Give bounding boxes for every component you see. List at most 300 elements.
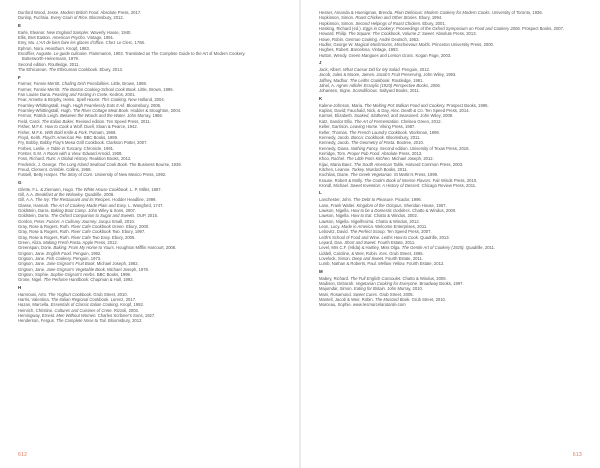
entry-title: Every Grain of Rice. [50,15,89,21]
entry-title: The South American Table. [353,161,405,167]
letter-section [319,10,569,58]
entry-author: Farmer, Fannie Merritt. [18,86,61,92]
entry-publisher: Chez Le Clerc, 1768. [105,40,146,46]
right-page [300,0,600,468]
entry-author: Fearnley-Whittingstall, Hugh. [18,108,72,114]
entry-publisher: Penguin, 2012. [401,67,431,73]
entry-title: The Ethicurean Cookbook. [48,67,99,73]
entry-title: Jane Grigson's Fruit Book. [46,261,96,267]
entry-title: River Cafe Cookbook Two. [71,229,121,235]
entry-publisher: Chatto & Windus, 2012. [375,218,420,224]
section-letter: K [319,95,323,101]
entry-author: Hazan, Marcella. [18,302,50,308]
entry-title: Breakfast at the Wolseley. [35,191,84,197]
entry-author: Marceau, Sophie. [319,302,352,308]
entry-publisher: Little, Brown, 1896. [137,86,174,92]
entry-author: Jacob, Jules & Moore, James. [319,72,376,78]
entry-publisher: Waverly House, 1940. [90,29,132,35]
entry-publisher: Murdoch Books, 2011. [366,166,408,172]
entry-author: Howard, Philip. [319,31,348,37]
entry-author: Heinrich, Christine. [18,307,54,313]
entry-author: Emy, Mu. [18,40,36,46]
entry-publisher: Ten Speed Press, 2014. [425,108,470,114]
entry-author: Fermor, Patrick Leigh. [18,113,59,119]
entry-publisher: L. Wangford, 1747. [128,202,164,208]
entry-publisher: John Murray, 2010. [387,286,423,292]
bibliography-entry [319,53,569,58]
entry-title: www.lesmarcelarutarde.com [353,302,406,308]
letter-section [18,23,268,73]
entry-author: Lawson, Nigella. [319,207,350,213]
entry-author: Floyd, Keith. [18,134,42,140]
entry-title: Hugh Fearnlessly Eats It All. [72,102,126,108]
entry-title: Modern British Food. [60,10,100,15]
entry-author: Forster, E.M. [18,150,42,156]
entry-publisher: Absolute Press, 2013. [381,150,423,156]
entry-author: Krause, Robert & Molly. [319,177,363,183]
entry-publisher: Charles Scribner's Sons, 1927. [97,313,156,319]
entry-author: Lawson, Nigella. [319,213,350,219]
entry-publisher: Prospect Books, 2007. [522,26,565,32]
entry-title: Death & Co. [401,108,424,114]
entry-author: Hosking, Richard (ed.). [319,26,362,32]
entry-author: Hesser, Amanda & Hoenigman, Brenda. [319,10,394,15]
entry-publisher: Harvard Common Press, 2003. [405,161,464,167]
entry-publisher: Fourth Estate, 2012. [406,261,445,267]
bibliography-entry [18,318,268,323]
entry-publisher: Lorenz, 2017. [110,297,137,303]
entry-publisher: Reaktion Books, 2012. [89,156,132,162]
entry-title: The Yoghurt Cookbook. [48,291,93,297]
entry-author: Grigson, Jane. [18,256,46,262]
entry-title: Grimble. [49,166,66,172]
section-letter: F [18,74,21,80]
entry-author: Greenspan, Dorie. [18,245,53,251]
entry-author: Liddell, Caroline, & Weir, Robin. [319,250,379,256]
entry-title: English Food. [46,250,73,256]
entry-title: Jane Grigson's Vegetable Book. [46,266,106,272]
entry-publisher: Ebury, 1994. [418,15,443,21]
letter-section [18,75,268,178]
letter-section [18,10,268,21]
entry-title: What Caesar Did for My Salad. [342,67,401,73]
entry-author: Kerridge, Tom. [319,150,347,156]
entry-author: Forbes, Leslie. [18,145,46,151]
bibliography-column [319,10,569,308]
entry-publisher: Bloomsbury, 2006. [126,102,162,108]
entry-publisher: Chelsea Green, 2012. [400,118,442,124]
entry-author: Freud, Clement. [18,166,49,172]
entry-author: Gill, A.A. [18,197,35,203]
entry-publisher: Chapman & Hall, 1992. [90,277,134,283]
entry-title: A Table in Tuscany. [46,145,83,151]
entry-author: Grigson, Jane. [18,266,46,272]
entry-title: The French Laundry Cookbook. [349,129,409,135]
bibliography-entry [18,277,268,282]
entry-title: Scandilicious. [352,88,379,94]
bibliography-entry [319,88,569,93]
entry-title: The Oxford Companion to Sugar and Sweets. [50,213,136,219]
entry-title: How to Eat. [350,213,373,219]
entry-publisher: Michael Joseph, 1982. [96,261,139,267]
entry-publisher: Ten Speed Press, 2007. [386,229,432,235]
entry-author: Jahel, A. [319,83,336,89]
entry-publisher: Welcome Enterprises, 2011. [375,223,428,229]
entry-publisher: Workman, 1999. [409,129,440,135]
entry-author: Kennedy, Jacob. [319,140,350,146]
entry-publisher: Princeton University Press, 2000. [432,42,495,48]
entry-title: Leaving Home. [350,124,379,130]
entry-publisher: André Deutsch, 1953. [379,36,420,42]
entry-title: The Square: The Cookbook, Volume 2: Sweet. [348,31,435,37]
entry-author: Gray, Rose & Rogers, Ruth. [18,234,70,240]
section-letter: M [319,268,323,274]
entry-author: Goldstein, Darra. [18,213,50,219]
entry-title: Sweet Cures. [353,291,379,297]
entry-title: The Debt to Pleasure. [353,197,394,203]
entry-title: Jacob's Fruit Preserving. [376,72,423,78]
entry-title: Bocca: Cookbook. [351,134,386,140]
entry-title: The Cook's Book of Intense Flavors. [364,177,432,183]
entry-publisher: Quadrille, 2013. [420,234,450,240]
entry-title: Feasting and Fasting in Crete. [52,92,109,98]
entry-author: Dunford Wood, Jesse. [18,10,60,15]
entry-author: Grigson, Jane. [18,261,46,267]
entry-publisher: Grub Street, 2010. [93,291,128,297]
entry-title: The Italian Regional Cookbook. [50,297,110,303]
entry-author: Grigson, Jane. [18,250,46,256]
entry-author: Fearnley-Whittingstall, Hugh. [18,102,72,108]
entry-publisher: Houghton Mifflin Harcourt, 2006. [116,245,177,251]
entry-author: Lawson, Nigella. [319,218,350,224]
entry-author: Kennedy, Diana. [319,145,350,151]
entry-publisher: John Wiley & Sons, 2007. [88,207,137,213]
entry-publisher: Fair Winds Press, 2010. [432,177,478,183]
entry-title: The Complete Nose to Tail. [56,318,107,324]
entry-title: How to Cook a Wolf. [44,124,83,130]
entry-publisher: Flammarion, 1903. Translated as The Complete Guide to the Art of Modern Cookery. Butterworth-Heinemann, 1979. [22,51,246,62]
entry-publisher: L. P. Miller, 1887. [129,186,162,192]
entry-title: A Room with a View. [43,150,82,156]
entry-author: Madison, Deborah. [319,281,355,287]
letter-section [319,269,569,308]
entry-publisher: Ebury, 2000. [125,223,150,229]
entry-publisher: Rizzoli, 2003. [113,307,140,313]
entry-title: Baking Boot Camp. [50,207,87,213]
entry-publisher: Kogan Page, 2003. [415,52,452,58]
entry-title: The Gentle Art of Cookery (1925). [401,245,465,251]
entry-publisher: Grub Street, 1995. [389,250,424,256]
entry-publisher: Routledge, 2011. [48,61,80,67]
entry-author: Jack, Albert. [319,67,342,73]
entry-publisher: Ebury, 1997. [121,229,146,235]
entry-title: Spell House: This Cooking. [76,97,128,103]
entry-title: The Boston Cooking-School Cook Book. [61,86,137,92]
entry-author: Dunlop, Fuchsia. [18,15,50,21]
entry-title: American Psycho. [52,35,86,41]
entry-author: Gill, A.A. [18,191,35,197]
entry-title: Ices. [379,250,389,256]
entry-publisher: BBC Books, 1989. [83,134,119,140]
entry-author: Ephron, Nora. [18,45,45,51]
letter-section [18,285,268,324]
entry-title: Floyd's American Pie. [42,134,83,140]
entry-author: Foss, Richard. [18,156,45,162]
entry-author: Hutton, Wendy. [319,52,348,58]
entry-title: The Art of Cookery Made Plain and Easy. [50,202,127,208]
entry-title: Essentials of Classic Italian Cooking. [50,302,120,308]
entry-publisher: New Holland, 2004. [128,97,165,103]
entry-title: The Mustard Book. [375,297,411,303]
bibliography-entry [18,172,268,177]
bibliography-entry [319,183,569,188]
section-letter: G [18,179,22,185]
entry-author: Majumdar, Simon. [319,286,353,292]
entry-author: Gilette, F.L. & Ziemann, Hugo. [18,186,75,192]
entry-title: Heartburn. [45,45,66,51]
entry-author: Lovelock, Simon. [319,256,351,262]
entry-title: New England Sampler. [46,29,90,35]
entry-title: L'Art de bien faire les glaces d'office. [36,40,105,46]
entry-title: The Art of Fermentation. [354,118,400,124]
entry-title: Cultures and Cuisines of Crete. [54,307,113,313]
entry-title: Deep and Sweet. [352,256,385,262]
entry-publisher: Picador, 1996. [395,197,422,203]
entry-publisher: Sheridan House, 1957. [403,202,447,208]
entry-author: Kennedy, Jacob. [319,134,350,140]
page-number: 613 [572,452,582,458]
entry-title: Green Mangoes and Lemon Grass. [348,52,415,58]
entry-publisher: Ebury, 2001. [422,20,446,26]
entry-author: Fisher, M.F.K. [18,129,44,135]
entry-author: Jaffrey, Madhur. [319,77,349,83]
entry-author: Hudler, George W. [319,42,354,48]
entry-author: Lepard, Dan. [319,240,344,246]
entry-publisher: John Murray, 1986. [127,113,163,119]
entry-title: The White House Cookbook. [75,186,129,192]
entry-title: River Cafe Two Easy. [71,234,111,240]
entry-title: Leiths How to Cook. [381,234,419,240]
letter-section [319,60,569,94]
entry-title: The Perfume Handbook. [43,277,90,283]
entry-publisher: Saltyard Books, 2011. [379,88,420,94]
entry-title: Made in America. [341,223,374,229]
entry-title: The Full English Cassoulet. [350,275,402,281]
bibliography-entry [18,51,268,62]
entry-author: Lebovitz, David. [319,229,349,235]
entry-publisher: Chronicle, 1991. [83,145,115,151]
entry-author: Kitchen, Leanne. [319,166,351,172]
entry-author: Kalene-Johnson, Maria. [319,102,364,108]
entry-author: Johansen, Signe. [319,88,352,94]
entry-publisher: Bloomsbury, 2012. [107,318,143,324]
entry-author: Fry, Bobby, Bobby Flay's Mesa Grill Cookbook. [18,140,105,146]
entry-title: Chafing Dish Possibilities. [61,81,110,87]
entry-publisher: Michael Joseph, 1978. [107,266,150,272]
entry-author: Lumb, Nathan & Roberts, Paul. [319,261,377,267]
entry-title: Second Helpings of Roast Chicken. [355,20,422,26]
entry-title: The Leiths Cookbook. [349,77,391,83]
entry-title: German Cooking. [345,36,379,42]
entry-publisher: Grub Street, 2010. [411,297,447,303]
entry-title: The Little Paris Kitchen. [346,156,391,162]
entry-publisher: The Business Bourse, 1939. [129,161,182,167]
entry-publisher: Ebury, 2005. [112,234,136,240]
entry-author: Krondl, Michael. [319,182,350,188]
entry-title: Nigellissima. [350,218,375,224]
entry-title: The Greek Vegetarian. [350,172,393,178]
entry-title: The Story of Corn. [59,172,94,178]
entry-publisher: Penguin, 1973. [73,256,102,262]
entry-publisher: University of Toronto, 1936. [491,10,543,15]
entry-publisher: Viking Press, 1987. [379,124,416,130]
entry-publisher: Grub Street, 2005. [379,291,414,297]
entry-title: The Perfect Scoop. [349,229,386,235]
entry-author: Fisher, M.F.K. [18,124,44,130]
entry-title: The Italian Baker. [41,118,75,124]
entry-title: Kingdom of the Octopus. [356,202,403,208]
entry-publisher: Knopf, 1983. [66,45,90,51]
entry-author: Glasse, Hannah. [18,202,50,208]
entry-publisher: Quadrille, 2011. [465,245,496,251]
entry-author: Grose, Nigel. [18,277,43,283]
entry-author: Karmel, Elizabeth. [319,113,353,119]
entry-author: Escoffier, Auguste. [18,51,53,57]
entry-publisher: Ebury, 2013. [99,67,123,73]
entry-title: Mellow Yellow. [378,261,406,267]
entry-publisher: Fourth Estate, 2011. [377,240,416,246]
entry-publisher: Collins, 1968. [66,166,92,172]
entry-title: Fusion: A Culinary Journey. [46,218,98,224]
entry-title: The Geometry of Pasta. [351,140,396,146]
entry-author: Mabey, Richard. [319,275,350,281]
entry-publisher: Chatto & Windus, 2008. [402,275,447,281]
entry-publisher: Boxtree, 2010. [396,140,424,146]
entry-author: Henderson, Fergus. [18,318,56,324]
entry-author: Gray, Rose & Rogers, Ruth. [18,229,70,235]
bibliography-entry [18,67,268,72]
entry-title: Short and Sweet. [344,240,377,246]
entry-publisher: John Wiley, 2009. [420,113,454,119]
entry-title: Agnes Adlofer Essaylic (1920) Perspective Books, 2006. [336,83,441,89]
entry-publisher: Prospect Books, 1995. [446,102,489,108]
entry-author: Leith's School of Food and Wine. [319,234,381,240]
entry-author: Howe, Robin. [319,36,345,42]
entry-title: Sweet Invention: A History of Dessert. [350,182,421,188]
entry-title: Barcelona. [350,47,371,53]
entry-title: How to be a Domestic Goddess. [350,207,411,213]
entry-author: Level, Mrs C.F. (Hilda) & Hartley, Miss Olga. [319,245,401,251]
entry-author: Goldstein, Darra. [18,207,50,213]
entry-publisher: Absolute Press, 2017. [100,10,142,15]
entry-title: Fish Cookery. [46,256,72,262]
entry-author: Lanchester, John. [319,197,353,203]
entry-title: Sophie Grigson's Herbs. [50,272,96,278]
entry-publisher: Vintage, 1993. [371,47,399,53]
entry-publisher: Duell, Sloan & Pearce, 1942. [84,124,138,130]
bibliography-column [18,10,268,324]
entry-publisher: Chatto & Windus, 2000. [412,207,457,213]
entry-author: Mantell, Jacob & Weir, Robin. [319,297,374,303]
entry-publisher: Absolute Press, 2013. [435,31,477,37]
section-letter: H [18,284,22,290]
entry-publisher: Little, Brown, 1898. [111,81,147,87]
entry-publisher: Bloomsbury, 2012. [89,15,124,21]
entry-title: Between the Woods and the Water. [60,113,127,119]
entry-author: Hopkinson, Simon. [319,15,355,21]
entry-publisher: Chicago Review Press, 2011. [421,182,477,188]
bibliography-entry [18,15,268,20]
entry-author: Grigson, Sophie. [18,272,50,278]
entry-title: With Bold Knife & Fork. [44,129,89,135]
entry-title: Rum: A Global History. [46,156,89,162]
entry-publisher: Kedros, 2001. [109,92,136,98]
entry-author: Hughes, Robert. [319,47,350,53]
entry-publisher: Fourth Estate, 2011. [385,256,424,262]
entry-publisher: Penguin, 1992. [73,250,102,256]
section-letter: L [319,190,322,196]
entry-publisher: Jacqui Small, 2010. [98,218,135,224]
entry-title: Vegetarian Cooking for Everyone. [355,281,419,287]
entry-author: Katz, Sandor Ellix. [319,118,354,124]
page-number: 612 [18,452,28,458]
entry-publisher: Michael Joseph, 2012. [391,156,434,162]
entry-publisher: University of New Mexico Press, 1992. [94,172,167,178]
entry-publisher: Quadrille, 2008. [84,191,115,197]
entry-title: Roast Chicken and Other Stories. [355,15,418,21]
entry-title: The River Cottage Meat Book. [72,108,130,114]
entry-author: Khoo, Rachel. [319,156,346,162]
entry-publisher: Bloomsbury, 2011. [386,134,421,140]
entry-title: River Cafe Cookbook Green. [71,223,125,229]
entry-author: Farmer, Fannie Merritt. [18,81,61,87]
entry-author: Harris, Valentina. [18,297,50,303]
entry-publisher: OUP, 2015. [136,213,159,219]
entry-publisher: Knopf, 1992. [120,302,144,308]
entry-author: Keller, Garrison. [319,124,350,130]
entry-title: Turkey. [351,166,365,172]
entry-publisher: Clarkson Potter, 2007. [106,140,148,146]
entry-publisher: Second edition. University of Texas Press, 2016. [379,145,470,151]
entry-author: Earle, Eleanor. [18,29,46,35]
entry-title: Making Fresh Pasta. [43,240,82,246]
entry-author: The Ethicurean. [18,67,48,73]
entry-author: Frederick, J. George. [18,161,58,167]
entry-title: The Ivy: The Restaurant and its Recipes. [35,197,112,203]
entry-publisher: Revised edition. Ten Speed Press, 2011. [75,118,151,124]
entry-author: Green, Aliza. [18,240,42,246]
entry-publisher: Apple Press, 2012. [82,240,118,246]
section-letter: J [319,60,322,66]
entry-publisher: Routledge, 1981. [391,77,424,83]
entry-author: Hamrouni, Arto. [18,291,48,297]
entry-publisher: Edward Arnold, 1908. [82,150,123,156]
entry-publisher: Vintage, 1991. [87,35,115,41]
entry-author: Lane, Frank Walter. [319,202,356,208]
entry-author: Gordon, Peter. [18,218,46,224]
entry-author: Kijac, Maria Baez. [319,161,353,167]
letter-section [18,180,268,283]
entry-title: Nothing Fancy. [350,145,379,151]
entry-author: Fear, Annette & Brophy, Helen. [18,97,76,103]
entry-title: Baking: From My Home to Yours. [53,245,115,251]
entry-author: Hemingway, Ernest. [18,313,56,319]
entry-publisher: Hodder & Stoughton, 2004. [130,108,182,114]
entry-author: Mani, Rosamund. [319,291,352,297]
section-letter: E [18,22,21,28]
entry-publisher: Broadway Books, 1997. [419,281,464,287]
entry-publisher: Hodder Headline, 1999. [112,197,157,203]
